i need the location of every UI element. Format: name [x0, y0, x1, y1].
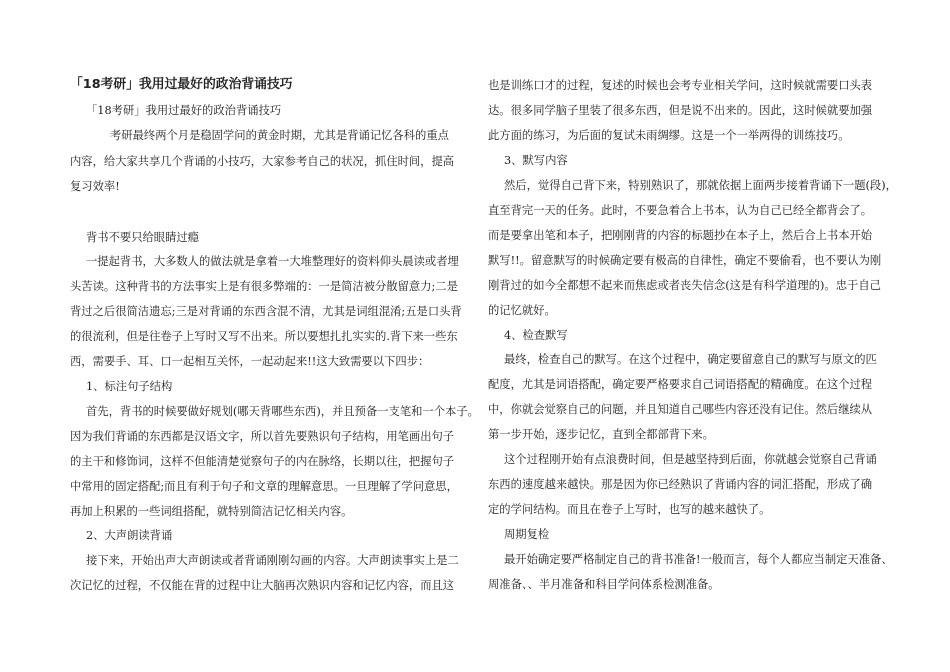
subtitle-line: 「18考研」我用过最好的政治背诵技巧 — [86, 104, 282, 117]
paragraph-line: 刚背过的如今全都想不起来而焦虑或者丧失信念(这是有科学道理的)。忠于自己 — [488, 279, 881, 292]
paragraph-line: 也是训练口才的过程，复述的时候也会考专业相关学问，这时候就需要口头表 — [488, 79, 873, 92]
paragraph-line: 再加上积累的一些词组搭配，就特别简洁记忆相关内容。 — [70, 505, 353, 518]
paragraph-line: 一提起背书，大多数人的做法就是拿着一大堆整理好的资料仰头晨读或者埋 — [86, 255, 459, 268]
paragraph-line: 接下来，开始出声大声朗读或者背诵刚刚勾画的内容。大声朗读事实上是二 — [86, 554, 459, 567]
paragraph-line: 次记忆的过程，不仅能在背的过程中让大脑再次熟识内容和记忆内容，而且这 — [70, 579, 455, 592]
document-title: 「18考研」我用过最好的政治背诵技巧 — [70, 77, 293, 92]
paragraph-line: 最开始确定要严格制定自己的背书准备!一般而言，每个人都应当制定天准备、 — [504, 553, 893, 566]
paragraph-line: 的记忆就好。 — [488, 304, 556, 317]
paragraph-line: 这个过程刚开始有点浪费时间，但是越坚持到后面，你就越会觉察自己背诵 — [504, 453, 877, 466]
paragraph-line: 的很流利，但是往卷子上写时又写不出来。所以要想扎扎实实的.背下来一些东 — [70, 330, 458, 343]
paragraph-line: 内容，给大家共享几个背诵的小技巧，大家参考自己的状况，抓住时间，提高 — [70, 155, 455, 168]
section-heading: 3、默写内容 — [504, 154, 568, 167]
paragraph-line: 而是要拿出笔和本子，把刚刚背的内容的标题抄在本子上，然后合上书本开始 — [488, 229, 873, 242]
section-heading: 1、标注句子结构 — [86, 380, 173, 393]
section-heading: 周期复检 — [504, 528, 550, 541]
paragraph-line: 中，你就会觉察自己的问题，并且知道自己哪些内容还没有记住。然后继续从 — [488, 403, 873, 416]
paragraph-line: 定的学问结构。而且在卷子上写时，也写的越来越快了。 — [488, 503, 771, 516]
paragraph-line: 头苦读。这种背书的方法事实上是有很多弊端的：一是简洁被分散留意力;二是 — [70, 280, 458, 293]
paragraph-line: 默写!!。留意默写的时候确定要有极高的自律性，确定不要偷看，也不要认为刚 — [488, 254, 882, 267]
paragraph-line: 达。很多同学脑子里装了很多东西，但是说不出来的。因此，这时候就要加强 — [488, 104, 873, 117]
paragraph-line: 直至背完一天的任务。此时，不要急着合上书本，认为自己已经全都背会了。 — [488, 204, 873, 217]
paragraph-line: 首先，背书的时候要做好规划(哪天背哪些东西)，并且预备一支笔和一个本子。 — [86, 405, 479, 418]
paragraph-line: 的主干和修饰词，这样不但能清楚觉察句子的内在脉络，长期以往，把握句子 — [70, 455, 455, 468]
paragraph-line: 周准备、、半月准备和科目学问体系检测准备。 — [488, 578, 720, 591]
paragraph-line: 因为我们背诵的东西都是汉语文字，所以首先要熟识句子结构，用笔画出句子 — [70, 430, 455, 443]
paragraph-line: 最终，检查自己的默写。在这个过程中，确定要留意自己的默写与原文的匹 — [504, 353, 877, 366]
paragraph-line: 此方面的练习，为后面的复试未雨绸缪。这是一个一举两得的训练技巧。 — [488, 129, 850, 142]
paragraph-line: 西，需要手、耳、口一起相互关怀，一起动起来!!这大致需要以下四步： — [70, 355, 430, 368]
paragraph-line: 配度，尤其是词语搭配，确定要严格要求自己词语搭配的精确度。在这个过程 — [488, 378, 873, 391]
section-heading: 4、检查默写 — [504, 329, 568, 342]
paragraph-line: 考研最终两个月是稳固学问的黄金时期，尤其是背诵记忆各科的重点 — [110, 129, 449, 142]
paragraph-line: 中常用的固定搭配;而且有利于句子和文章的理解意思。一旦理解了学问意思， — [70, 480, 458, 493]
paragraph-line: 第一步开始，逐步记忆，直到全都部背下来。 — [488, 428, 714, 441]
paragraph-line: 东西的速度越来越快。那是因为你已经熟识了背诵内容的词汇搭配，形成了确 — [488, 478, 873, 491]
section-heading: 背书不要只给眼睛过瘾 — [86, 231, 199, 244]
section-heading: 2、大声朗读背诵 — [86, 529, 173, 542]
paragraph-line: 复习效率! — [70, 180, 120, 193]
paragraph-line: 背过之后很简洁遗忘;三是对背诵的东西含混不清，尤其是词组混淆;五是口头背 — [70, 305, 462, 318]
paragraph-line: 然后，觉得自己背下来，特别熟识了，那就依据上面两步接着背诵下一题(段)， — [504, 179, 897, 192]
